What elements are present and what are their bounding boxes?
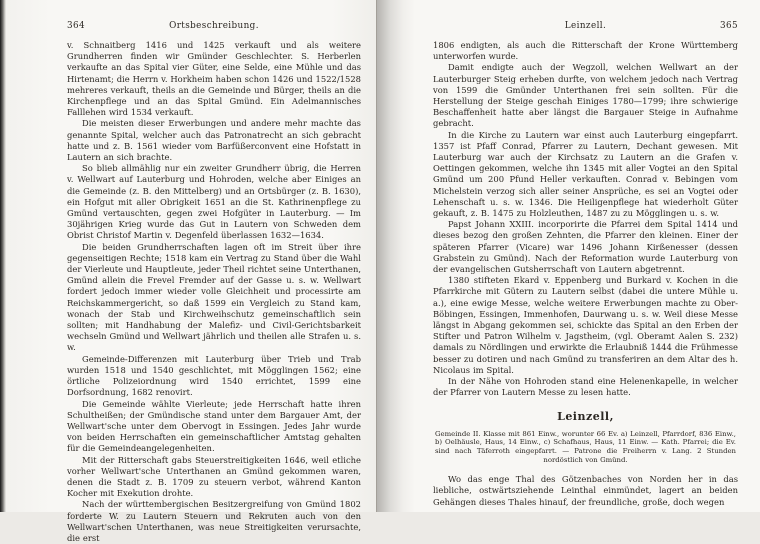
paragraph: Die beiden Grundherrschaften lagen oft im Streit über ihre gegenseitigen Rechte; 1518 kam ein Vertrag zu Stand über die Wahl der Vierleute und Hauptleute, jeder Theil richtet seine Unterthanen, Gmünd allein die Frevel Fremder auf der Gasse u. s. w. Wellwart fordert jedoch immer wieder volle Gleichheit und processirte am Reichskammergericht, so daß 1599 ein Vergleich zu Stand kam, wonach der Stab und Kirchweihschutz gemeinschaftlich sein sollten; mit Handhabung der Malefiz- und Civil-Gerichtsbarkeit wechseln Gmünd und Wellwart jährlich und theilen alle Strafen u. s. w. bbox=[67, 241, 361, 353]
paragraph: v. Schnaitberg 1416 und 1425 verkauft und als weitere Grundherren finden wir Gmünder Geschlechter. S. Herberlen verkaufte an das Spital vier Güter, eine Selde, eine Mühle und das Hirtenamt; die Herrn v. Horkheim haben schon 1426 und 1522/1528 mehreres verkauft, theils an die Gemeinde und Bürger, theils an die Kirchenpflege und an das Spital Gmünd. Ein Adelmannisches Falllehen wird 1534 verkauft. bbox=[67, 40, 361, 118]
page-number-left: 364 bbox=[67, 21, 85, 31]
paragraph: So blieb allmählig nur ein zweiter Grundherr übrig, die Herren v. Wellwart auf Lauterburg und Hohroden, welche aber Einiges an die Gemeinde (z. B. den Mittelberg) und an Ortsbürger (z. B. 1630), ein Hofgut mit aller Obrigkeit 1651 an die St. Kathrinenpflege zu Gmünd vertauschten, gegen zwei Hofgüter in Lauterburg. — Im 30jährigen Krieg wurde das Gut in Lautern von Schweden dem Obrist Christof Martin v. Degenfeld überlassen 1632—1634. bbox=[67, 163, 361, 241]
page-header-left bbox=[67, 21, 361, 31]
text-block-right bbox=[433, 40, 738, 399]
running-header-left: Ortsbeschreibung. bbox=[169, 21, 259, 31]
paragraph: Die Gemeinde wählte Vierleute; jede Herrschaft hatte ihren Schultheißen; der Gmündische stand unter dem Bargauer Amt, der Wellwart'sche unter dem Obervogt in Essingen. Jedes Jahr wurde von beiden Herrschaften ein gemeinschaftlicher Amtstag gehalten für die Gemeindeangelegenheiten. bbox=[67, 398, 361, 454]
paragraph: 1806 endigten, als auch die Ritterschaft der Krone Württemberg unterworfen wurde. bbox=[433, 40, 738, 62]
section-heading-leinzell: Leinzell, bbox=[557, 409, 614, 423]
page-right bbox=[377, 0, 760, 512]
paragraph: In die Kirche zu Lautern war einst auch Lauterburg eingepfarrt. 1357 ist Pfaff Conrad, Pfarrer zu Lautern, Dechant gewesen. Mit Lauterburg war auch der Kirchsatz zu Lautern an die Grafen v. Oettingen gekommen, welche ihn 1345 mit aller Vogtei an den Spital Gmünd um 200 Pfund Heller verkauften. Conrad v. Bebingen vom Michelstein verzog sich aller seiner Ansprüche, es sei an Vogtei oder Lehenschaft u. s. w. 1346. Die Heiligenpflege hat wiederholt Güter gekauft, z. B. 1475 zu Holzleuthen, 1487 zu zu Mögglingen u. s. w. bbox=[433, 129, 738, 219]
paragraph: Wo das enge Thal des Götzenbaches von Norden her in das liebliche, ostwärtsziehende Leinthal einmündet, lagert an beiden Gehängen dieses Thales hinauf, der freundliche, große, doch wegen bbox=[433, 474, 738, 507]
binding-gutter-shadow bbox=[377, 0, 415, 512]
page-number-right: 365 bbox=[720, 21, 738, 31]
running-header-right: Leinzell. bbox=[564, 21, 607, 31]
paragraph: Nach der württembergischen Besitzergreifung von Gmünd 1802 forderte W. zu Lautern Steuern und Rekruten auch von den Wellwart'schen Unterthanen, was neue Streitigkeiten verursachte, die erst bbox=[67, 499, 361, 543]
paragraph: Damit endigte auch der Wegzoll, welchen Wellwart an der Lauterburger Steig erheben durfte, von welchem jedoch nach Vertrag von 1599 die Gmünder Unterthanen frei sein sollten. Für die Herstellung der Steige geschah Einiges 1780—1799; ihre schwierige Beschaffenheit hatte aber längst die Bargauer Steige in Aufnahme gebracht. bbox=[433, 62, 738, 129]
paragraph: 1380 stifteten Ekard v. Eppenberg und Burkard v. Kochen in die Pfarrkirche mit Gütern zu Lautern selbst (dabei die untere Mühle u. a.), eine ewige Messe, welche weitere Erwerbungen machte zu Ober-Böbingen, Essingen, Immenhofen, Daurwang u. s. w. Weil diese Messe längst in Abgang gekommen sei, schickte das Spital an den Erben der Stifter und Patron Wilhelm v. Jagstheim, (vgl. Oberamt Aalen S. 232) damals zu Nördlingen und erwirkte die Erlaubniß 1444 die Frühmesse besser zu dotiren und nach Gmünd zu transferiren an dem Altar des h. Nicolaus im Spital. bbox=[433, 275, 738, 375]
gemeinde-statistics-note: Gemeinde II. Klasse mit 861 Einw., worunter 66 Ev. a) Leinzell, Pfarrdorf, 836 Einw., b) Oelhäusle, Haus, 14 Einw., c) Schafhaus, Haus, 11 Einw. — Kath. Pfarrei; die Ev. sind nach Täferroth eingepfarrt. — Patrone die Freiherrn v. Lang. 2 Stunden nordöstlich von Gmünd. bbox=[435, 429, 736, 465]
page-left bbox=[6, 0, 377, 543]
paragraph: Mit der Ritterschaft gabs Steuerstreitigkeiten 1646, weil etliche vorher Wellwart'sche Unterthanen an Gmünd gekommen waren, denen die Stadt z. B. 1709 zu steuern verbot, während Kanton Kocher mit Exekution drohte. bbox=[67, 454, 361, 499]
paragraph: In der Nähe von Hohroden stand eine Helenenkapelle, in welcher der Pfarrer von Lautern Messe zu lesen hatte. bbox=[433, 376, 738, 398]
paragraph: Die meisten dieser Erwerbungen und andere mehr machte das genannte Spital, welcher auch das Patronatrecht an sich gebracht hatte und z. B. 1561 wieder vom Barfüßerconvent eine Hofstatt in Lautern an sich brachte. bbox=[67, 118, 361, 163]
text-block-left bbox=[67, 40, 361, 544]
paragraph: Gemeinde-Differenzen mit Lauterburg über Trieb und Trab wurden 1518 und 1540 geschlichtet, mit Mögglingen 1562; eine örtliche Polizeiordnung wird 1540 errichtet, 1599 eine Dorfsordnung, 1682 renovirt. bbox=[67, 353, 361, 398]
paragraph: Papst Johann XXIII. incorporirte die Pfarrei dem Spital 1414 und dieses bezog den großen Zehnten, die Pfarrer den kleinen. Einer der späteren Pfarrer (Vicare) war 1496 Johann Kirßenesser (dessen Grabstein zu Gmünd). Nach der Reformation wurde Lauterburg von der evangelischen Gutsherrschaft von Lautern abgetrennt. bbox=[433, 219, 738, 275]
page-header-right bbox=[433, 21, 738, 31]
